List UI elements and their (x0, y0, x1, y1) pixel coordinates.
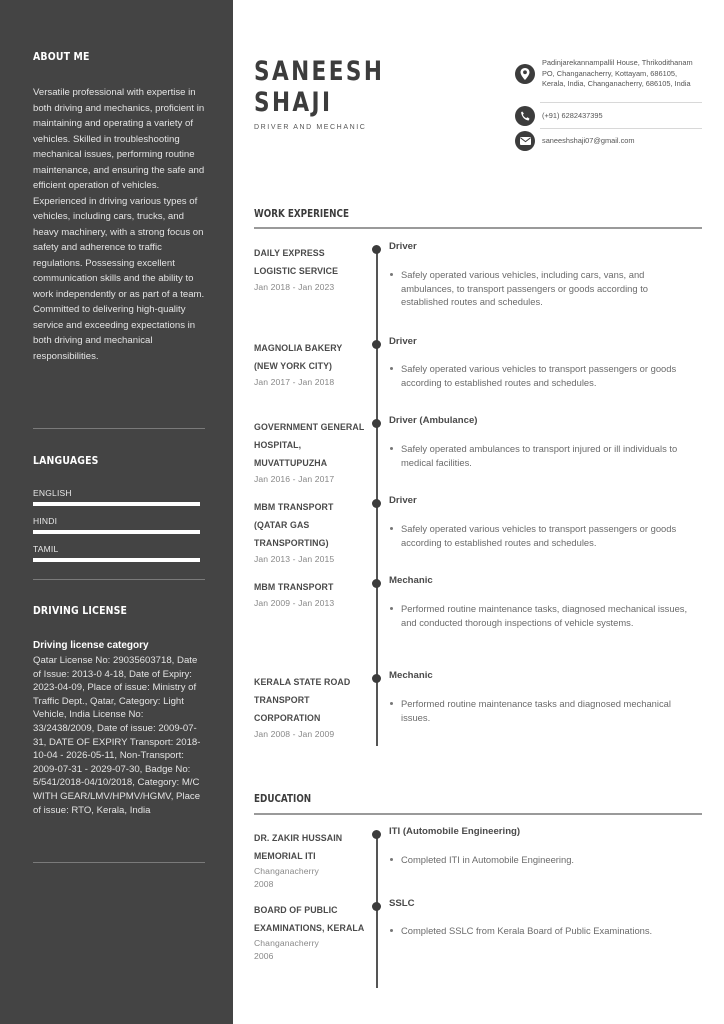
timeline-dot (372, 340, 381, 349)
timeline-dot (372, 419, 381, 428)
first-name: SANEESH (254, 56, 385, 87)
sidebar (0, 0, 233, 1024)
language-name: HINDI (33, 516, 58, 526)
timeline-dot (372, 674, 381, 683)
about-text: Versatile professional with expertise in both driving and mechanics, proficient in maintaining and operating a variety of vehicles. Skilled in troubleshooting mechanical issues, performing routine maintenance, and ensuring the safe and efficient operation of vehicles. Experienced in driving various types of vehicles, including cars, trucks, and heavy machinery, with a strong focus on safety and adherence to traffic regulations. Possessing excellent communication skills and the ability to work independently or as part of a team. Committed to delivering high-quality service and exceeding expectations in both driving and mechanical responsibilities. (33, 87, 205, 362)
position-title: Mechanic (389, 670, 433, 681)
work-dates: Jan 2018 - Jan 2023 (254, 282, 335, 292)
qualification-title: ITI (Automobile Engineering) (389, 826, 521, 837)
work-experience-heading: WORK EXPERIENCE (254, 207, 349, 220)
candidate-name (254, 56, 384, 118)
divider (33, 428, 205, 429)
position-description: Performed routine maintenance tasks, diagnosed mechanical issues, and conducted thorough inspections of vehicle systems. (401, 602, 691, 629)
position-description: Safely operated various vehicles to transport passengers or goods according to established routes and schedules. (401, 522, 691, 549)
timeline-dot (372, 902, 381, 911)
employer: MAGNOLIA BAKERY (NEW YORK CITY) Jan 2017 - Jan 2018 (254, 339, 366, 388)
position-title: Driver (389, 495, 417, 506)
language-level-bar (33, 530, 200, 534)
employer: GOVERNMENT GENERAL HOSPITAL, MUVATTUPUZHA Jan 2016 - Jan 2017 (254, 422, 365, 484)
driving-license-details: Qatar License No: 29035603718, Date of Issue: 2013-0 4-18, Date of Expiry: 2023-04-09, Place of issue: Ministry of Traffic Dept., Qatar, Category: Light Vehicle, India License No: 33/2438/2009, Date of issue: 2009-07-31, DATE OF EXPIRY Transport: 2018-10-04 - 2026-05-11, Non-Transport: 2009-07-31 - 2029-07-30, Badge No: 5/541/2018-04/10/2018, Category: M/C WITH GEAR/LMV/HPMV/HGMV, Place of issue: RTO, Kerala, India (33, 655, 201, 816)
about-heading: ABOUT ME (33, 50, 90, 63)
work-dates: Jan 2008 - Jan 2009 (254, 729, 335, 739)
language-level-fill (33, 502, 200, 506)
employer: MBM TRANSPORT (QATAR GAS TRANSPORTING) Jan 2013 - Jan 2015 (254, 498, 366, 565)
education-heading: EDUCATION (254, 792, 312, 805)
language-level-bar (33, 502, 200, 506)
qualification-description: Completed ITI in Automobile Engineering. (401, 853, 691, 867)
language-english (33, 488, 200, 506)
section-divider (254, 813, 702, 815)
position-description: Safely operated various vehicles, including cars, vans, and ambulances, to transport passengers or goods according to established routes and schedules. (401, 268, 691, 309)
institution: BOARD OF PUBLIC EXAMINATIONS, KERALA Changanacherry 2006 (254, 905, 365, 961)
languages-heading: LANGUAGES (33, 454, 99, 467)
position-description: Safely operated ambulances to transport injured or ill individuals to medical facilities. (401, 442, 691, 469)
language-level-fill (33, 558, 200, 562)
job-title: DRIVER AND MECHANIC (254, 124, 367, 131)
employer: MBM TRANSPORT Jan 2009 - Jan 2013 (254, 578, 366, 609)
language-level-bar (33, 558, 200, 562)
education-place: Changanacherry (254, 938, 319, 948)
employer: KERALA STATE ROAD TRANSPORT CORPORATION Jan 2008 - Jan 2009 (254, 673, 366, 740)
divider (33, 862, 205, 863)
work-dates: Jan 2016 - Jan 2017 (254, 474, 335, 484)
position-title: Driver (389, 336, 417, 347)
location-pin-icon (515, 64, 535, 84)
position-description: Safely operated various vehicles to transport passengers or goods according to established routes and schedules. (401, 362, 691, 389)
education-year: 2008 (254, 879, 274, 889)
divider (540, 102, 702, 103)
position-title: Driver (389, 241, 417, 252)
education-place: Changanacherry (254, 866, 319, 876)
language-level-fill (33, 530, 200, 534)
timeline-dot (372, 499, 381, 508)
timeline-dot (372, 579, 381, 588)
contact-phone (515, 106, 702, 126)
envelope-icon (515, 131, 535, 151)
education-timeline (376, 834, 378, 988)
contact-address (515, 58, 702, 90)
divider (540, 128, 702, 129)
email-text[interactable]: saneeshshaji07@gmail.com (542, 135, 635, 145)
work-dates: Jan 2009 - Jan 2013 (254, 598, 335, 608)
driving-license-heading: DRIVING LICENSE (33, 604, 128, 617)
education-year: 2006 (254, 951, 274, 961)
work-dates: Jan 2017 - Jan 2018 (254, 377, 335, 387)
language-hindi (33, 516, 200, 534)
timeline-dot (372, 245, 381, 254)
institution: DR. ZAKIR HUSSAIN MEMORIAL ITI Changanacherry 2008 (254, 829, 366, 891)
language-name: TAMIL (33, 544, 59, 554)
position-description: Performed routine maintenance tasks and diagnosed mechanical issues. (401, 697, 691, 724)
position-title: Driver (Ambulance) (389, 415, 478, 426)
address-text: Padinjarekannampallil House, Thrikodithanam PO, Changanacherry, Kottayam, 686105, Kerala, India, Changanacherry, 686105, India (542, 58, 693, 88)
position-title: Mechanic (389, 575, 433, 586)
phone-text[interactable]: (+91) 6282437395 (542, 110, 603, 120)
employer: DAILY EXPRESS LOGISTIC SERVICE Jan 2018 - Jan 2023 (254, 244, 366, 293)
driving-license-category: Driving license category (33, 640, 149, 651)
divider (33, 579, 205, 580)
qualification-description: Completed SSLC from Kerala Board of Public Examinations. (401, 924, 691, 938)
phone-icon (515, 106, 535, 126)
section-divider (254, 227, 702, 229)
work-timeline (376, 248, 378, 746)
last-name: SHAJI (254, 87, 333, 118)
language-tamil (33, 544, 200, 562)
contact-email (515, 131, 702, 151)
language-name: ENGLISH (33, 488, 72, 498)
timeline-dot (372, 830, 381, 839)
work-dates: Jan 2013 - Jan 2015 (254, 554, 335, 564)
qualification-title: SSLC (389, 898, 415, 909)
